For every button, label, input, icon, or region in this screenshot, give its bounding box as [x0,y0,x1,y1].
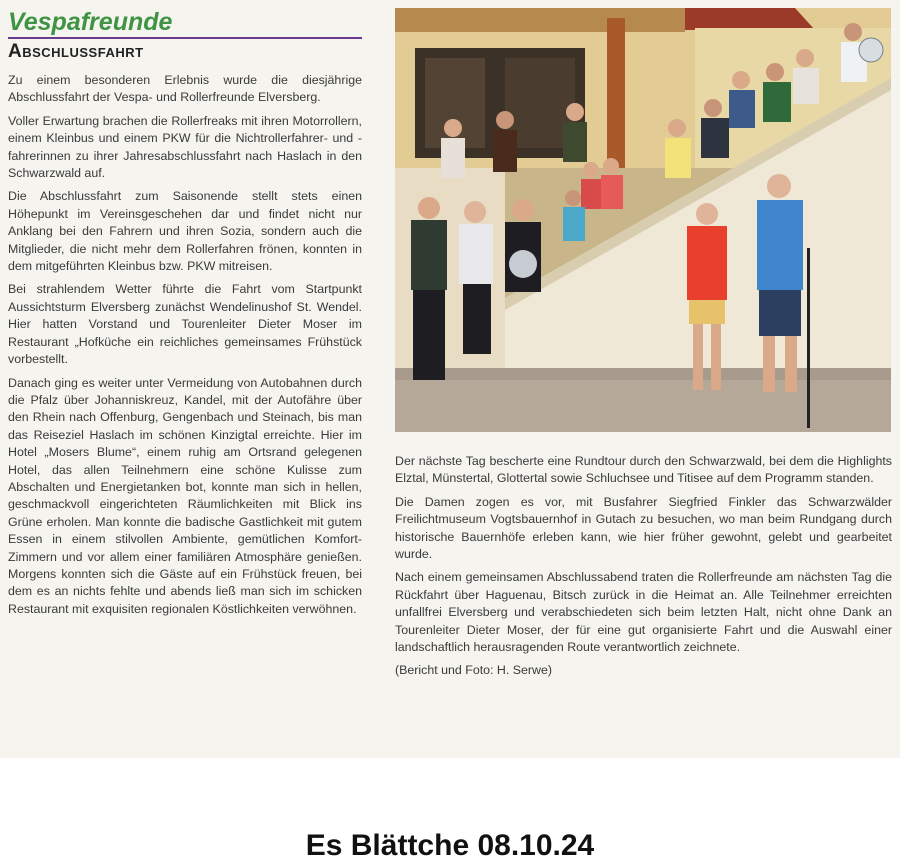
article-headline: Abschlussfahrt [8,41,144,62]
article-paragraph: Zu einem besonderen Erlebnis wurde die diesjährige Abschlussfahrt der Vespa- und Rollerfreunde Elversberg. [8,73,362,105]
publication-caption: Es Blättche 08.10.24 [305,829,595,862]
article-paragraph: Die Abschlussfahrt zum Saisonende stellt stets einen Höhepunkt im Vereinsgeschehen dar und findet nicht nur Anklang bei den Fahrern und ihren Sozia, sondern auch die Mitglieder, die nicht mehr dem Rollerfahren frönen, konnten in dem mitgeführten Kleinbus bzw. PKW mitreisen. [8,189,362,274]
article-paragraph: Bei strahlendem Wetter führte die Fahrt vom Startpunkt Aussichtsturm Elversberg zunächst Wendelinushof St. Wendel. Hier hatten Vorstand und Tourenleiter Dieter Moser im Restaurant „Hofküche ein reichliches gemeinsames Frühstück vorbestellt. [8,282,362,367]
article-paragraph: Der nächste Tag bescherte eine Rundtour durch den Schwarzwald, bei dem die Highlights Elztal, Münstertal, Glottertal sowie Schluchsee und Titisee auf dem Programm standen. [395,454,892,486]
article-kicker: Vespafreunde [8,8,173,36]
group-photo-illustration [395,8,891,432]
article-column-right [395,453,892,686]
article-column-left [8,72,362,624]
photo-credit: (Bericht und Foto: H. Serwe) [395,663,553,678]
kicker-divider [8,37,362,39]
article-paragraph: Danach ging es weiter unter Vermeidung von Autobahnen durch die Pfalz über Johanniskreuz, Kandel, mit der Autofähre über den Rhein nach Offenburg, Gengenbach und Steinach, bis man das Reiseziel Haslach im schönen Kinzigtal erreichte. Hier im Hotel „Mosers Blume“, einem ruhig am Ortsrand gelegenen Hotel, das allen Teilnehmern eine schöne Kulisse zum Abschalten und Energietanken bot, konnte man sich in hellen, geschmackvoll eingerichteten Räumlichkeiten mit Blick ins Grüne erholen. Man konnte die badische Gastlichkeit mit gutem Essen in einem stilvollen Ambiente, gemütlichen Komfort-Zimmern und vor allem einer familiären Atmosphäre genießen. Morgens konnten sich die Gäste auf ein Frühstück freuen, bei dem es an nichts fehlte und abends ließ man sich im schicken Restaurant mit exquisiten regionalen Köstlichkeiten verwöhnen. [8,375,362,616]
group-photo [395,8,891,432]
article-paragraph: Nach einem gemeinsamen Abschlussabend traten die Rollerfreunde am nächsten Tag die Rückfahrt über Haguenau, Bitsch zurück in die Heimat an. Alle Teilnehmer erreichten unfallfrei Elversberg und verabschiedeten sich beim letzten Halt, nicht ohne Dank an Tourenleiter Dieter Moser, der für eine gut organisierte Fahrt und die Auswahl einer landschaftlich herausragenden Route verantwortlich zeichnete. [395,570,892,655]
article-paragraph: Die Damen zogen es vor, mit Busfahrer Siegfried Finkler das Schwarzwälder Freilichtmuseum Vogtsbauernhof in Gutach zu besuchen, wo man beim Rundgang durch historische Bauernhöfe erleben kann, wie hier früher gewohnt, gelebt und gearbeitet wurde. [395,494,892,562]
article-paragraph: Voller Erwartung brachen die Rollerfreaks mit ihren Motorrollern, einem Kleinbus und einem PKW für die Nichtrollerfahrer- und -fahrerinnen zu ihrer Jahresabschlussfahrt nach Haslach in den Schwarzwald auf. [8,113,362,181]
